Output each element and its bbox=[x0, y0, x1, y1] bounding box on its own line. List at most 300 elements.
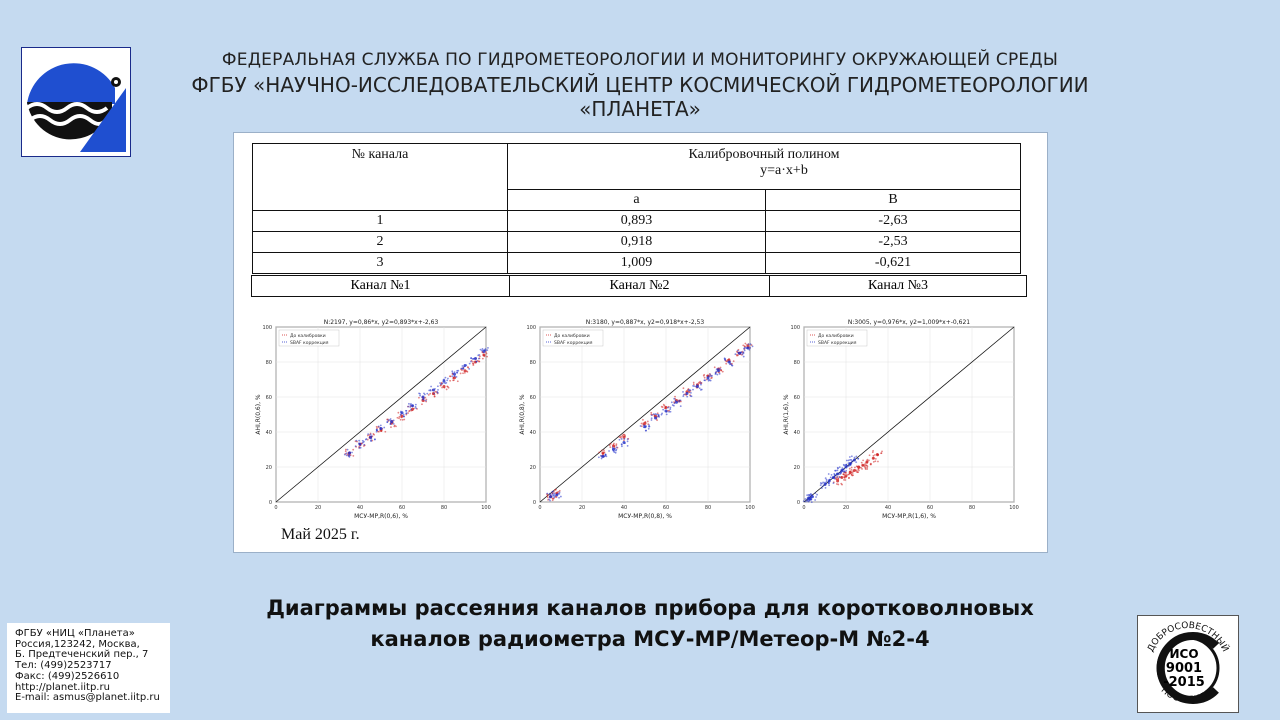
data-point-scatter bbox=[452, 372, 454, 374]
data-point-scatter bbox=[733, 360, 735, 362]
data-point-scatter bbox=[877, 461, 879, 463]
data-point-scatter bbox=[851, 469, 853, 471]
data-point-scatter bbox=[482, 358, 484, 360]
data-point-scatter bbox=[443, 379, 445, 381]
data-point-scatter bbox=[725, 363, 727, 365]
data-point-scatter bbox=[344, 454, 346, 456]
data-point-scatter bbox=[837, 478, 839, 480]
scatter-plot-1 bbox=[252, 316, 502, 522]
data-point-scatter bbox=[834, 470, 836, 472]
cell-channel: 3 bbox=[253, 253, 508, 274]
planeta-logo bbox=[21, 47, 131, 157]
data-point-scatter bbox=[428, 394, 430, 396]
data-point-scatter bbox=[445, 377, 447, 379]
data-point-scatter bbox=[615, 445, 617, 447]
data-point-scatter bbox=[400, 411, 402, 413]
x-tick-label: 80 bbox=[968, 505, 976, 511]
data-point-scatter bbox=[619, 439, 621, 441]
x-tick-label: 60 bbox=[398, 505, 406, 511]
data-point-scatter bbox=[433, 392, 435, 394]
data-point-scatter bbox=[843, 469, 845, 471]
data-point-scatter bbox=[472, 358, 474, 360]
data-point bbox=[654, 417, 657, 420]
x-tick-label: 0 bbox=[274, 505, 278, 511]
data-point-scatter bbox=[469, 363, 471, 365]
header-line-2: ФГБУ «НАУЧНО-ИССЛЕДОВАТЕЛЬСКИЙ ЦЕНТР КОСМИЧЕСКОЙ ГИДРОМЕТЕОРОЛОГИИ «ПЛАНЕТА» bbox=[191, 73, 1089, 121]
data-point-scatter bbox=[881, 450, 883, 452]
data-point-scatter bbox=[470, 357, 472, 359]
data-point bbox=[686, 392, 689, 395]
data-point-scatter bbox=[389, 423, 391, 425]
data-point-scatter bbox=[864, 466, 866, 468]
data-point-scatter bbox=[347, 449, 349, 451]
data-point-scatter bbox=[748, 349, 750, 351]
data-point-scatter bbox=[345, 449, 347, 451]
data-point-scatter bbox=[395, 425, 397, 427]
data-point-scatter bbox=[370, 433, 372, 435]
data-point-scatter bbox=[866, 461, 868, 463]
x-tick-label: 40 bbox=[884, 505, 892, 511]
data-point-scatter bbox=[810, 493, 812, 495]
data-point-scatter bbox=[806, 500, 808, 502]
data-point-scatter bbox=[745, 347, 747, 349]
data-point-scatter bbox=[598, 456, 600, 458]
y-tick-label: 20 bbox=[265, 465, 272, 471]
data-point-scatter bbox=[423, 392, 425, 394]
data-point-scatter bbox=[825, 487, 827, 489]
data-point-scatter bbox=[808, 496, 810, 498]
data-point-scatter bbox=[400, 416, 402, 418]
data-point-scatter bbox=[621, 438, 623, 440]
data-point-scatter bbox=[840, 483, 842, 485]
data-point-scatter bbox=[397, 417, 399, 419]
data-point-scatter bbox=[485, 349, 487, 351]
y-tick-label: 0 bbox=[268, 500, 272, 506]
data-point-scatter bbox=[558, 493, 560, 495]
data-point-scatter bbox=[419, 395, 421, 397]
data-point-scatter bbox=[667, 407, 669, 409]
data-point-scatter bbox=[604, 455, 606, 457]
data-point-scatter bbox=[851, 461, 853, 463]
cell-b: -2,53 bbox=[766, 232, 1021, 253]
data-point-scatter bbox=[869, 454, 871, 456]
data-point-scatter bbox=[645, 425, 647, 427]
data-point-scatter bbox=[553, 497, 555, 499]
data-point-scatter bbox=[686, 396, 688, 398]
iso-top-text: ДОБРОСОВЕСТНЫЙ bbox=[1146, 620, 1230, 654]
data-point-scatter bbox=[365, 439, 367, 441]
legend-label: SBAF коррекция bbox=[290, 341, 329, 346]
data-point-scatter bbox=[811, 501, 813, 503]
data-point-scatter bbox=[846, 460, 848, 462]
data-point-scatter bbox=[621, 445, 623, 447]
data-point-scatter bbox=[731, 365, 733, 367]
data-point-scatter bbox=[670, 411, 672, 413]
data-point-scatter bbox=[609, 444, 611, 446]
data-point-scatter bbox=[724, 359, 726, 361]
data-point-scatter bbox=[423, 397, 425, 399]
data-point-scatter bbox=[478, 358, 480, 360]
slide-caption bbox=[190, 593, 1110, 655]
data-point-scatter bbox=[690, 392, 692, 394]
data-point-scatter bbox=[430, 386, 432, 388]
data-point-scatter bbox=[862, 459, 864, 461]
data-point-scatter bbox=[826, 479, 828, 481]
data-point-scatter bbox=[460, 368, 462, 370]
data-point-scatter bbox=[666, 411, 668, 413]
data-point-scatter bbox=[486, 356, 488, 358]
data-point-scatter bbox=[355, 440, 357, 442]
header-b: В bbox=[766, 190, 1021, 211]
data-point-scatter bbox=[355, 445, 357, 447]
data-point-scatter bbox=[446, 385, 448, 387]
data-point-scatter bbox=[728, 358, 730, 360]
header-a: а bbox=[508, 190, 766, 211]
header-polynomial-formula: y=a·x+b bbox=[760, 163, 808, 178]
data-point-scatter bbox=[737, 350, 739, 352]
data-point-scatter bbox=[880, 452, 882, 454]
data-point-scatter bbox=[383, 427, 385, 429]
data-point-scatter bbox=[704, 379, 706, 381]
y-tick-label: 60 bbox=[529, 395, 536, 401]
data-point-scatter bbox=[859, 467, 861, 469]
data-point-scatter bbox=[670, 407, 672, 409]
data-point-scatter bbox=[680, 399, 682, 401]
data-point-scatter bbox=[441, 387, 443, 389]
data-point-scatter bbox=[849, 459, 851, 461]
data-point-scatter bbox=[814, 499, 816, 501]
data-point-scatter bbox=[608, 450, 610, 452]
data-point-scatter bbox=[692, 385, 694, 387]
data-point-scatter bbox=[840, 476, 842, 478]
y-tick-label: 0 bbox=[532, 500, 536, 506]
data-point-scatter bbox=[643, 424, 645, 426]
data-point-scatter bbox=[651, 414, 653, 416]
data-point-scatter bbox=[820, 482, 822, 484]
data-point-scatter bbox=[816, 494, 818, 496]
chart-title: N:3180, y=0,887*x, y2=0,918*x+-2,53 bbox=[585, 319, 705, 326]
data-point-scatter bbox=[387, 419, 389, 421]
data-point-scatter bbox=[866, 459, 868, 461]
data-point-scatter bbox=[390, 426, 392, 428]
contact-line: http://planet.iitp.ru bbox=[15, 681, 110, 693]
data-point-scatter bbox=[830, 477, 832, 479]
data-point-scatter bbox=[664, 405, 666, 407]
data-point-scatter bbox=[837, 469, 839, 471]
data-point-scatter bbox=[704, 377, 706, 379]
data-point-scatter bbox=[362, 440, 364, 442]
data-point-scatter bbox=[386, 421, 388, 423]
data-point-scatter bbox=[673, 398, 675, 400]
data-point-scatter bbox=[832, 477, 834, 479]
data-point-scatter bbox=[870, 463, 872, 465]
data-point-scatter bbox=[734, 353, 736, 355]
data-point-scatter bbox=[671, 401, 673, 403]
data-point-scatter bbox=[349, 451, 351, 453]
data-point-scatter bbox=[653, 413, 655, 415]
data-point-scatter bbox=[843, 473, 845, 475]
iso-badge bbox=[1137, 615, 1239, 713]
y-tick-label: 40 bbox=[529, 430, 536, 436]
data-point-scatter bbox=[615, 452, 617, 454]
data-point-scatter bbox=[850, 462, 852, 464]
data-point-scatter bbox=[803, 500, 805, 502]
data-point-scatter bbox=[716, 368, 718, 370]
data-point-scatter bbox=[703, 374, 705, 376]
data-point-scatter bbox=[380, 430, 382, 432]
caption-line-2: каналов радиометра МСУ-МР/Метеор-М №2-4 bbox=[370, 627, 930, 651]
data-point-scatter bbox=[437, 385, 439, 387]
data-point-scatter bbox=[866, 468, 868, 470]
data-point-scatter bbox=[622, 435, 624, 437]
data-point-scatter bbox=[486, 349, 488, 351]
data-point-scatter bbox=[651, 419, 653, 421]
data-point-scatter bbox=[683, 394, 685, 396]
data-point-scatter bbox=[418, 392, 420, 394]
data-point-scatter bbox=[822, 485, 824, 487]
data-point-scatter bbox=[644, 421, 646, 423]
contact-line: Тел: (499)2523717 bbox=[15, 660, 112, 672]
data-point-scatter bbox=[842, 471, 844, 473]
data-point-scatter bbox=[837, 467, 839, 469]
data-point-scatter bbox=[426, 393, 428, 395]
x-tick-label: 80 bbox=[704, 505, 712, 511]
data-point-scatter bbox=[719, 368, 721, 370]
data-point-scatter bbox=[358, 442, 360, 444]
data-point-scatter bbox=[403, 416, 405, 418]
data-point-scatter bbox=[711, 377, 713, 379]
data-point-scatter bbox=[456, 370, 458, 372]
data-point-scatter bbox=[743, 348, 745, 350]
data-point-scatter bbox=[693, 382, 695, 384]
data-point-scatter bbox=[408, 410, 410, 412]
data-point-scatter bbox=[642, 419, 644, 421]
data-point-scatter bbox=[834, 474, 836, 476]
data-point-scatter bbox=[749, 347, 751, 349]
x-tick-label: 40 bbox=[356, 505, 364, 511]
data-point-scatter bbox=[451, 375, 453, 377]
chart-title: N:3005, y=0,976*x, y2=1,009*x+-0,621 bbox=[847, 319, 971, 326]
data-point-scatter bbox=[840, 473, 842, 475]
data-point-scatter bbox=[614, 445, 616, 447]
data-point-scatter bbox=[460, 373, 462, 375]
data-point-scatter bbox=[849, 456, 851, 458]
data-point-scatter bbox=[415, 404, 417, 406]
data-point-scatter bbox=[475, 361, 477, 363]
contact-line: Россия,123242, Москва, bbox=[15, 638, 140, 650]
data-point-scatter bbox=[393, 423, 395, 425]
data-point-scatter bbox=[641, 423, 643, 425]
y-tick-label: 60 bbox=[265, 395, 272, 401]
data-point-scatter bbox=[648, 428, 650, 430]
data-point-scatter bbox=[393, 426, 395, 428]
cell-a: 0,918 bbox=[508, 232, 766, 253]
data-point-scatter bbox=[415, 406, 417, 408]
y-tick-label: 20 bbox=[793, 465, 800, 471]
data-point-scatter bbox=[720, 370, 722, 372]
data-point-scatter bbox=[716, 374, 718, 376]
data-point-scatter bbox=[407, 412, 409, 414]
x-tick-label: 20 bbox=[842, 505, 850, 511]
y-tick-label: 80 bbox=[529, 360, 536, 366]
y-tick-label: 40 bbox=[265, 430, 272, 436]
data-point-scatter bbox=[678, 401, 680, 403]
data-point-scatter bbox=[447, 378, 449, 380]
data-point-scatter bbox=[740, 352, 742, 354]
data-point-scatter bbox=[744, 343, 746, 345]
data-point-scatter bbox=[610, 443, 612, 445]
data-point-scatter bbox=[624, 434, 626, 436]
data-point-scatter bbox=[473, 363, 475, 365]
data-point-scatter bbox=[665, 407, 667, 409]
contact-line: Б. Предтеченский пер., 7 bbox=[15, 649, 149, 661]
legend-label: До калибровки bbox=[554, 334, 590, 339]
data-point-scatter bbox=[434, 388, 436, 390]
header-line-1: ФЕДЕРАЛЬНАЯ СЛУЖБА ПО ГИДРОМЕТЕОРОЛОГИИ И МОНИТОРИНГУ ОКРУЖАЮЩЕЙ СРЕДЫ bbox=[221, 50, 1059, 70]
data-point-scatter bbox=[710, 375, 712, 377]
data-point-scatter bbox=[815, 496, 817, 498]
x-tick-label: 0 bbox=[538, 505, 542, 511]
data-point-scatter bbox=[371, 435, 373, 437]
contact-block bbox=[7, 623, 170, 713]
data-point-scatter bbox=[465, 364, 467, 366]
data-point-scatter bbox=[478, 361, 480, 363]
data-point-scatter bbox=[345, 450, 347, 452]
data-point-scatter bbox=[849, 472, 851, 474]
data-point-scatter bbox=[468, 368, 470, 370]
data-point-scatter bbox=[615, 449, 617, 451]
data-point-scatter bbox=[407, 406, 409, 408]
data-point-scatter bbox=[874, 454, 876, 456]
table-row bbox=[253, 211, 1021, 232]
data-point-scatter bbox=[855, 469, 857, 471]
data-point-scatter bbox=[376, 426, 378, 428]
data-point-scatter bbox=[729, 363, 731, 365]
legend-label: SBAF коррекция bbox=[554, 341, 593, 346]
data-point-scatter bbox=[848, 477, 850, 479]
data-point-scatter bbox=[480, 349, 482, 351]
data-point-scatter bbox=[708, 380, 710, 382]
data-point-scatter bbox=[349, 455, 351, 457]
data-point-scatter bbox=[397, 412, 399, 414]
y-tick-label: 40 bbox=[793, 430, 800, 436]
data-point-scatter bbox=[457, 380, 459, 382]
data-point-scatter bbox=[463, 365, 465, 367]
data-point-scatter bbox=[657, 416, 659, 418]
data-point-scatter bbox=[400, 419, 402, 421]
x-tick-label: 0 bbox=[802, 505, 806, 511]
data-point-scatter bbox=[445, 382, 447, 384]
data-point-scatter bbox=[855, 461, 857, 463]
x-tick-label: 100 bbox=[1009, 505, 1019, 511]
data-point-scatter bbox=[695, 386, 697, 388]
data-point-scatter bbox=[848, 462, 850, 464]
data-point-scatter bbox=[430, 390, 432, 392]
data-point-scatter bbox=[376, 429, 378, 431]
cell-a: 1,009 bbox=[508, 253, 766, 274]
calibration-table bbox=[252, 143, 1021, 274]
cell-channel: 1 bbox=[253, 211, 508, 232]
data-point-scatter bbox=[454, 375, 456, 377]
data-point-scatter bbox=[674, 396, 676, 398]
data-point-scatter bbox=[647, 421, 649, 423]
data-point-scatter bbox=[601, 450, 603, 452]
data-point-scatter bbox=[814, 492, 816, 494]
data-point-scatter bbox=[855, 456, 857, 458]
data-point-scatter bbox=[692, 389, 694, 391]
data-point-scatter bbox=[851, 472, 853, 474]
data-point-scatter bbox=[851, 455, 853, 457]
data-point-scatter bbox=[820, 484, 822, 486]
data-point-scatter bbox=[551, 491, 553, 493]
data-point-scatter bbox=[553, 493, 555, 495]
data-point-scatter bbox=[391, 422, 393, 424]
data-point-scatter bbox=[352, 455, 354, 457]
data-point-scatter bbox=[603, 449, 605, 451]
data-point-scatter bbox=[482, 348, 484, 350]
data-point-scatter bbox=[666, 413, 668, 415]
data-point-scatter bbox=[403, 414, 405, 416]
x-tick-label: 20 bbox=[578, 505, 586, 511]
data-point-scatter bbox=[616, 446, 618, 448]
data-point-scatter bbox=[748, 343, 750, 345]
data-point-scatter bbox=[843, 477, 845, 479]
data-point-scatter bbox=[609, 446, 611, 448]
data-point-scatter bbox=[398, 417, 400, 419]
data-point-scatter bbox=[456, 372, 458, 374]
y-tick-label: 100 bbox=[790, 325, 800, 331]
iso-bottom-text: ПОСТАВЩИК bbox=[1158, 685, 1218, 706]
data-point-scatter bbox=[436, 391, 438, 393]
x-tick-label: 60 bbox=[662, 505, 670, 511]
data-point-scatter bbox=[423, 400, 425, 402]
data-point-scatter bbox=[844, 465, 846, 467]
data-point-scatter bbox=[558, 497, 560, 499]
y-tick-label: 80 bbox=[793, 360, 800, 366]
data-point-scatter bbox=[821, 487, 823, 489]
data-point-scatter bbox=[390, 418, 392, 420]
data-point-scatter bbox=[604, 451, 606, 453]
data-point-scatter bbox=[851, 467, 853, 469]
data-point-scatter bbox=[662, 409, 664, 411]
data-point-scatter bbox=[351, 452, 353, 454]
data-point-scatter bbox=[706, 375, 708, 377]
legend-label: SBAF коррекция bbox=[818, 341, 857, 346]
data-point-scatter bbox=[551, 495, 553, 497]
header-polynomial-title: Калибровочный полином bbox=[688, 147, 840, 162]
data-point-scatter bbox=[696, 384, 698, 386]
data-point-scatter bbox=[836, 476, 838, 478]
data-point-scatter bbox=[834, 478, 836, 480]
data-point-scatter bbox=[680, 405, 682, 407]
data-point-scatter bbox=[828, 473, 830, 475]
data-point-scatter bbox=[699, 387, 701, 389]
data-point-scatter bbox=[809, 497, 811, 499]
x-tick-label: 60 bbox=[926, 505, 934, 511]
data-point-scatter bbox=[861, 468, 863, 470]
table-row bbox=[253, 253, 1021, 274]
data-point-scatter bbox=[698, 382, 700, 384]
data-point-scatter bbox=[690, 395, 692, 397]
data-point-scatter bbox=[844, 479, 846, 481]
data-point-scatter bbox=[406, 412, 408, 414]
cell-channel: 2 bbox=[253, 232, 508, 253]
data-point-scatter bbox=[658, 414, 660, 416]
data-point-scatter bbox=[444, 387, 446, 389]
data-point-scatter bbox=[453, 377, 455, 379]
cell-b: -0,621 bbox=[766, 253, 1021, 274]
channel-label-3: Канал №3 bbox=[867, 278, 929, 293]
